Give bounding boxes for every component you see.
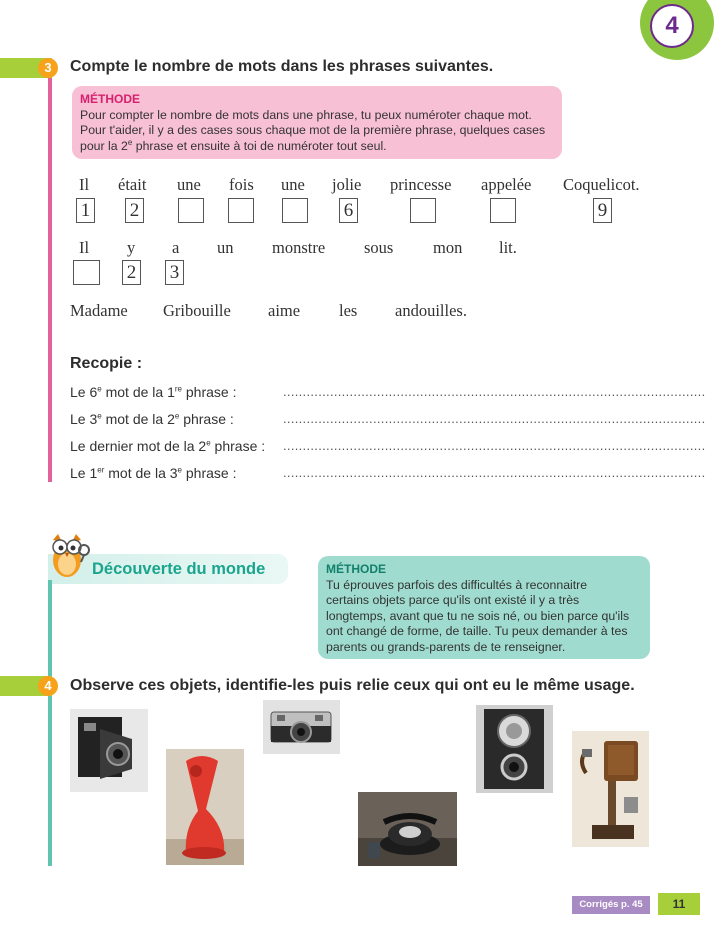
- methode-line: longtemps, avant que tu ne sois né, ou bien parce qu'ils: [326, 608, 630, 623]
- methode-line: certains objets parce qu'ils ont existé il y a très: [326, 593, 580, 607]
- word-number-box[interactable]: 3: [165, 260, 184, 285]
- recopie-title: Recopie :: [70, 355, 143, 372]
- word: Il: [79, 175, 90, 194]
- word: princesse: [390, 175, 452, 194]
- corriges-link[interactable]: Corrigés p. 45: [572, 896, 650, 914]
- pink-margin-line: [48, 78, 52, 482]
- word: a: [172, 238, 180, 257]
- word-number-box[interactable]: 6: [339, 198, 358, 223]
- word-number-box[interactable]: [178, 198, 204, 223]
- word: était: [118, 175, 147, 194]
- word-number-box[interactable]: [490, 198, 516, 223]
- methode-box-1: [72, 86, 562, 159]
- exercise-4-title: Observe ces objets, identifie-les puis relie ceux qui ont eu le même usage.: [70, 677, 635, 694]
- teal-margin-line: [48, 580, 52, 866]
- word: jolie: [332, 175, 362, 194]
- word: fois: [229, 175, 254, 194]
- word: Il: [79, 238, 90, 257]
- word: une: [177, 175, 201, 194]
- antique-telephone-photo[interactable]: [572, 731, 649, 847]
- answer-line[interactable]: ............................................................................................................: [283, 438, 706, 453]
- word: Madame: [70, 301, 128, 320]
- methode-line: ont changé de forme, de taille. Tu peux demander à tes: [326, 624, 628, 638]
- word-number-box[interactable]: [228, 198, 254, 223]
- dial-telephone-photo[interactable]: [358, 792, 457, 866]
- word-number-box[interactable]: 2: [122, 260, 141, 285]
- owl-icon: [47, 530, 91, 580]
- rangefinder-camera-photo[interactable]: [263, 700, 340, 754]
- folding-camera-photo[interactable]: [70, 709, 148, 792]
- word-number-box[interactable]: [282, 198, 308, 223]
- decouverte-title: Découverte du monde: [92, 560, 266, 578]
- word: Gribouille: [163, 301, 231, 320]
- word-number-box[interactable]: 2: [125, 198, 144, 223]
- methode-title: MÉTHODE: [80, 92, 140, 106]
- methode-box-2: [318, 556, 650, 659]
- recopie-line-label: Le 3e mot de la 2e phrase :: [70, 411, 234, 427]
- methode-title: MÉTHODE: [326, 562, 386, 576]
- answer-line[interactable]: ............................................................................................................: [283, 384, 706, 399]
- exercise-number-3: 3: [38, 58, 58, 78]
- word: sous: [364, 238, 394, 257]
- word: mon: [433, 238, 463, 257]
- exercise-number-4: 4: [38, 676, 58, 696]
- recopie-line-label: Le 1er mot de la 3e phrase :: [70, 465, 237, 481]
- word: un: [217, 238, 234, 257]
- exercise-3-title: Compte le nombre de mots dans les phrases suivantes.: [70, 58, 494, 75]
- recopie-line-label: Le dernier mot de la 2e phrase :: [70, 438, 266, 454]
- methode-line: pour la 2e phrase et ensuite à toi de numéroter tout seul.: [80, 137, 387, 153]
- red-telephone-photo[interactable]: [166, 749, 244, 865]
- word-number-box[interactable]: 1: [76, 198, 95, 223]
- word: Coquelicot.: [563, 175, 640, 194]
- methode-line: parents ou grands-parents de te renseigner.: [326, 639, 566, 654]
- answer-line[interactable]: ............................................................................................................: [283, 465, 706, 480]
- word: andouilles.: [395, 301, 467, 320]
- word: une: [281, 175, 305, 194]
- page-number-badge: 4: [650, 4, 694, 48]
- recopie-line-label: Le 6e mot de la 1re phrase :: [70, 384, 237, 400]
- word: appelée: [481, 175, 532, 194]
- word: aime: [268, 301, 301, 320]
- box-camera-photo[interactable]: [476, 705, 553, 793]
- word: les: [339, 301, 358, 320]
- word-number-box[interactable]: [410, 198, 436, 223]
- word: lit.: [499, 238, 517, 257]
- word-number-box[interactable]: 9: [593, 198, 612, 223]
- page-number-footer: 11: [658, 893, 700, 915]
- word: monstre: [272, 238, 326, 257]
- methode-line: Pour compter le nombre de mots dans une phrase, tu peux numéroter chaque mot.: [80, 107, 532, 122]
- methode-line: Pour t'aider, il y a des cases sous chaque mot de la première phrase, quelques cases: [80, 123, 546, 137]
- answer-line[interactable]: ............................................................................................................: [283, 411, 706, 426]
- word: y: [127, 238, 136, 257]
- word-number-box[interactable]: [73, 260, 100, 285]
- methode-line: Tu éprouves parfois des difficultés à reconnaitre: [326, 577, 588, 592]
